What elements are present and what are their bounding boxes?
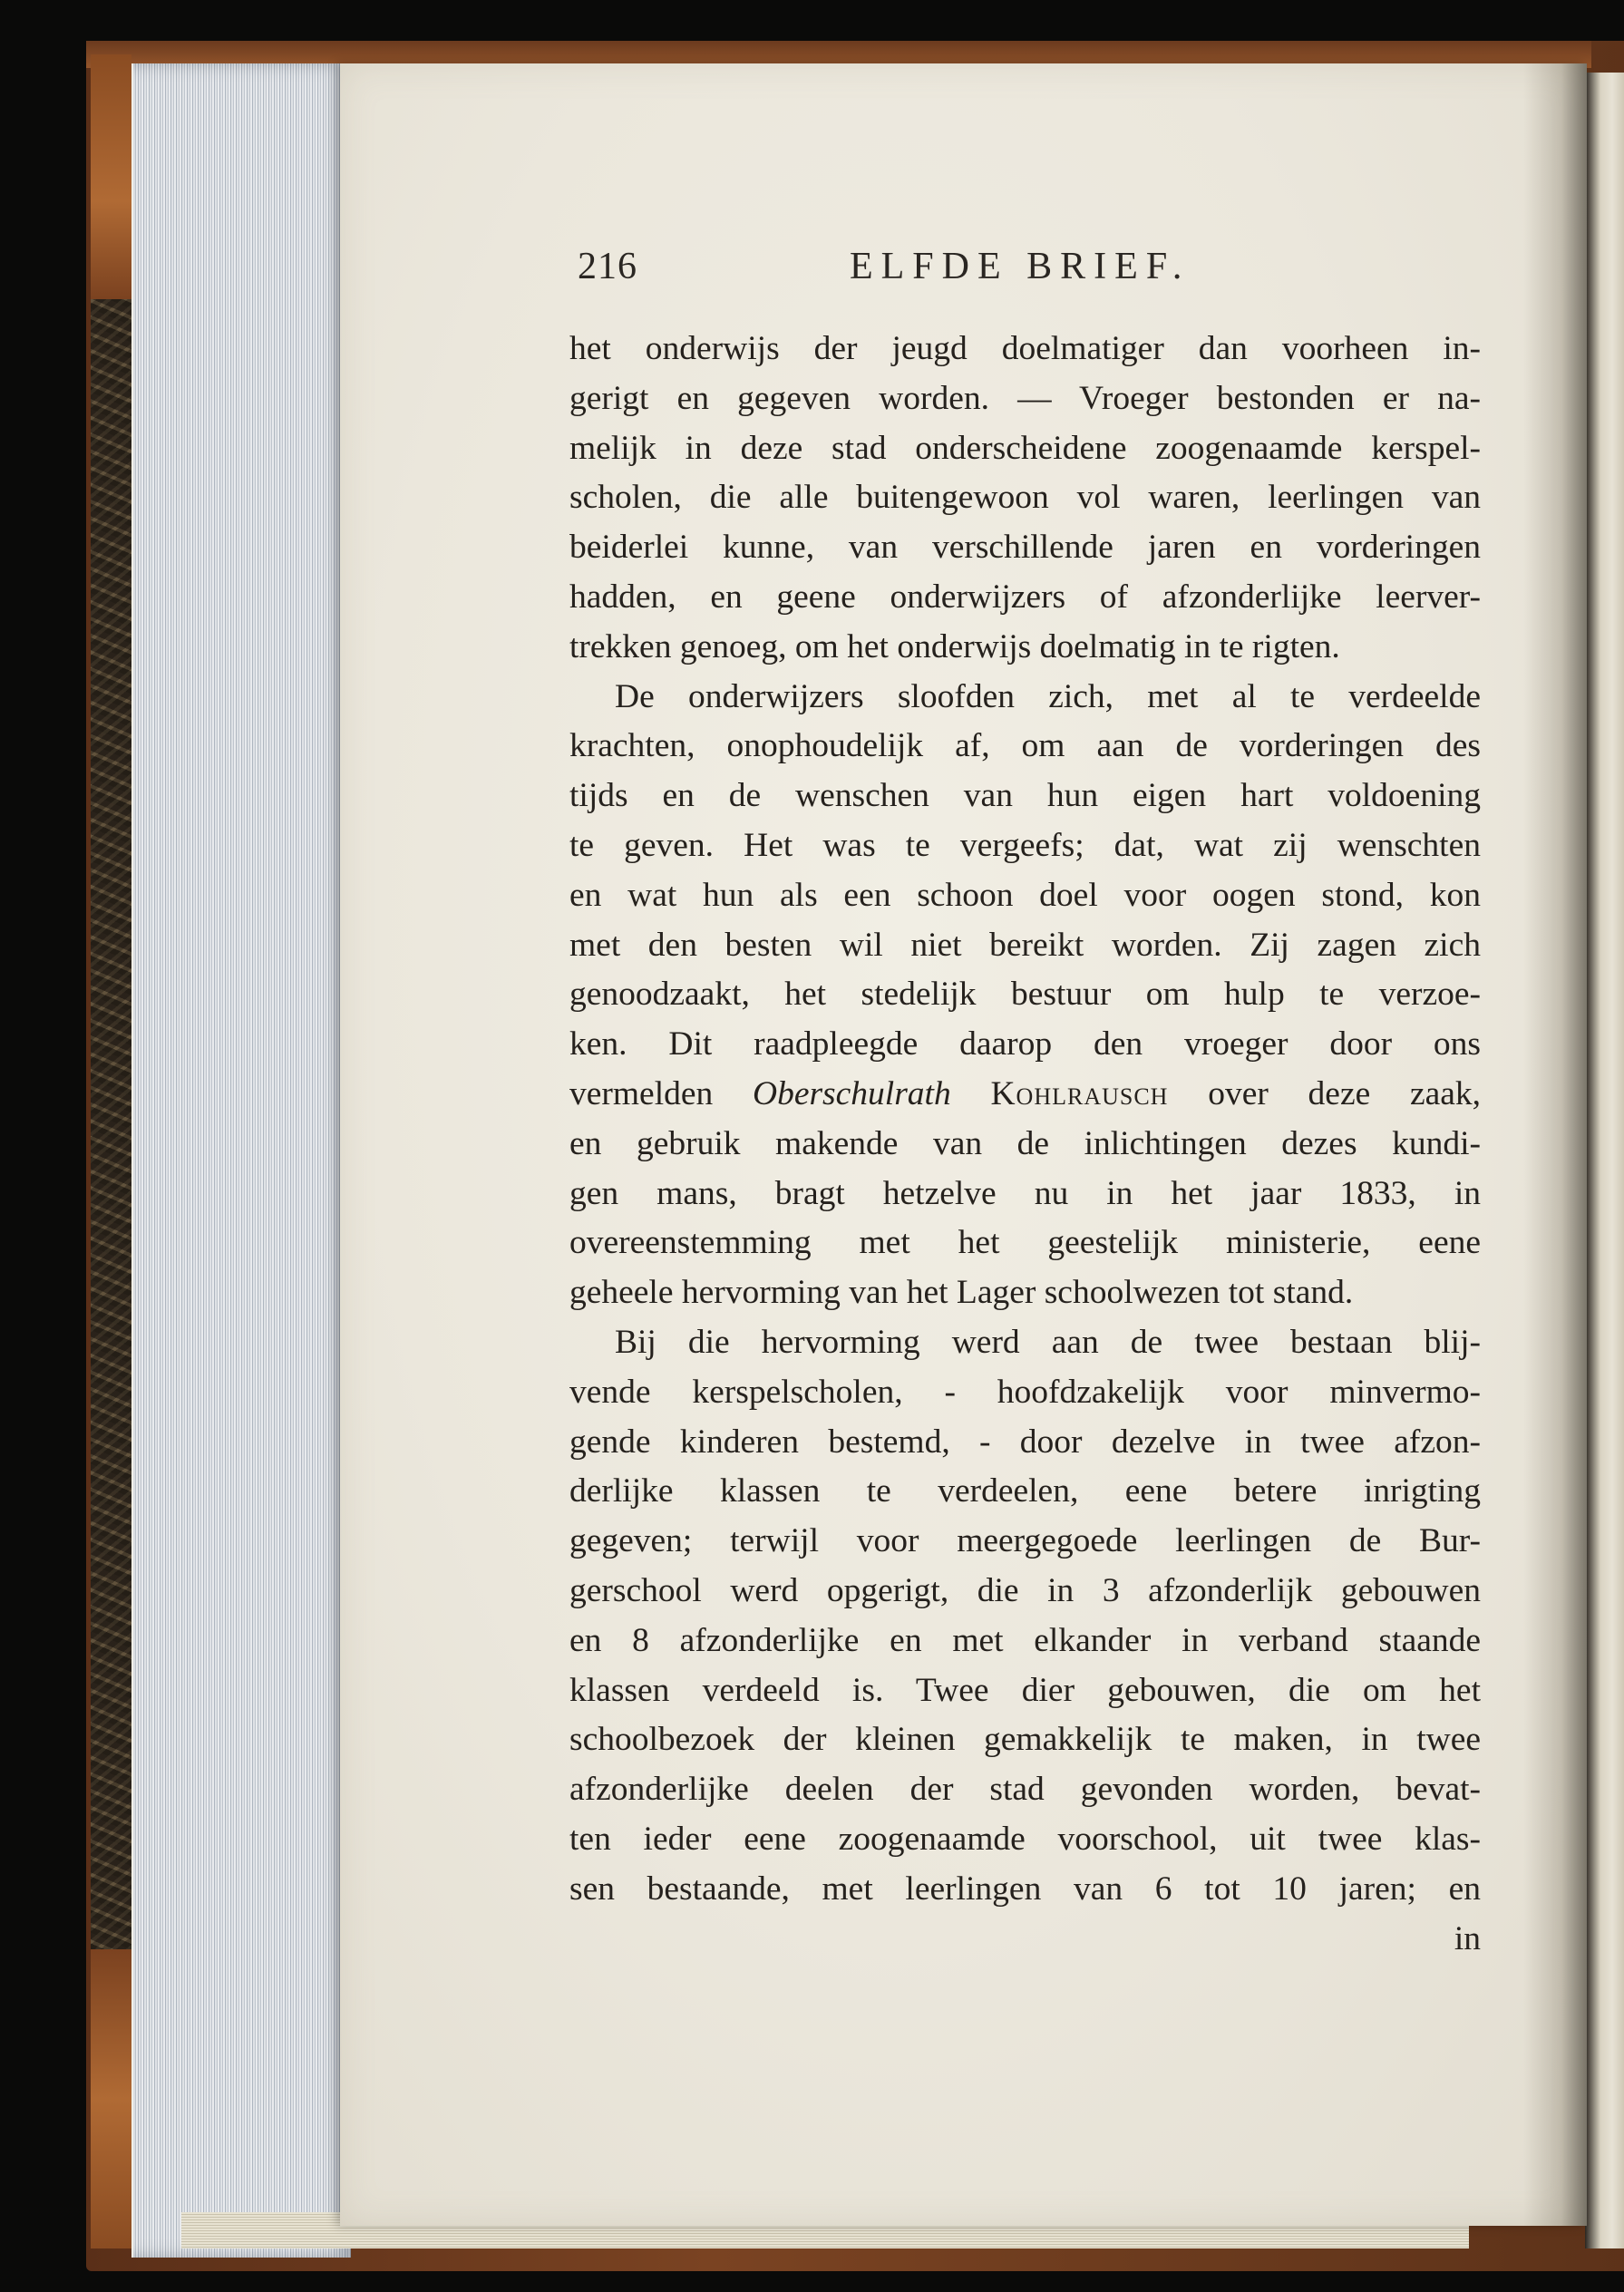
italic-term: Oberschulrath [752,1074,951,1112]
text-line: schoolbezoek der kleinen gemakkelijk te maken, in twee [569,1721,1481,1759]
page-stack-edge [131,63,351,2258]
text-line: genoodzaakt, het stedelijk bestuur om hulp te verzoe- [569,976,1481,1014]
text-line: ken. Dit raadpleegde daarop den vroeger door ons [569,1025,1481,1063]
page-number: 216 [578,246,637,287]
text-line: gegeven; terwijl voor meergegoede leerlingen de Bur- [569,1522,1481,1560]
text-segment [951,1075,991,1112]
running-head: ELFDE BRIEF. [850,246,1191,287]
catchword: in [1454,1919,1481,1957]
text-line: overeenstemming met het geestelijk ministerie, eene [569,1224,1481,1262]
facing-page-sliver [1585,73,1624,2248]
text-line: melijk in deze stad onderscheidene zoogenaamde kerspel- [569,429,1481,467]
text-line: gerschool werd opgerigt, die in 3 afzonderlijk gebouwen [569,1571,1481,1609]
leather-spine-bottom [91,1949,131,2248]
text-line: derlijke klassen te verdeelen, eene betere inrigting [569,1472,1481,1510]
text-line: ten ieder eene zoogenaamde voorschool, uit twee klas- [569,1820,1481,1858]
text-line: gende kinderen bestemd, - door dezelve in twee afzon- [569,1423,1481,1461]
smallcaps-name: Kohlrausch [990,1074,1169,1112]
text-line: scholen, die alle buitengewoon vol waren, leerlingen van [569,479,1481,517]
text-line: klassen verdeeld is. Twee dier gebouwen, die om het [569,1671,1481,1709]
text-line: geheele hervorming van het Lager schoolwezen tot stand. [569,1274,1354,1312]
text-line: met den besten wil niet bereikt worden. Zij zagen zich [569,926,1481,964]
text-line: en gebruik makende van de inlichtingen dezes kundi- [569,1124,1481,1162]
text-line: Bij die hervorming werd aan de twee bestaan blij- [615,1323,1481,1361]
text-segment: vermelden [569,1074,753,1112]
text-line: tijds en de wenschen van hun eigen hart voldoening [569,777,1481,815]
text-line: sen bestaande, met leerlingen van 6 tot 10 jaren; en [569,1870,1481,1908]
text-line: De onderwijzers sloofden zich, met al te verdeelde [615,677,1481,715]
text-segment: over deze zaak, [1168,1074,1482,1112]
text-line: en 8 afzonderlijke en met elkander in verband staande [569,1621,1481,1659]
marbled-board [91,299,131,1949]
gutter-shadow [1523,63,1587,2226]
text-line: afzonderlijke deelen der stad gevonden worden, bevat- [569,1771,1481,1809]
text-line: gen mans, bragt hetzelve nu in het jaar 1833, in [569,1174,1481,1212]
body-text [569,325,1481,1964]
text-line: gerigt en gegeven worden. — Vroeger bestonden er na- [569,379,1481,417]
text-line: het onderwijs der jeugd doelmatiger dan voorheen in- [569,330,1481,367]
page-header [578,245,1230,299]
leather-spine-top [91,54,131,299]
text-line: trekken genoeg, om het onderwijs doelmatig in te rigten. [569,627,1340,665]
text-line: beiderlei kunne, van verschillende jaren en vorderingen [569,529,1481,567]
text-line: hadden, en geene onderwijzers of afzonderlijke leerver- [569,578,1481,616]
text-line-mixed [569,1070,1481,1120]
text-line: krachten, onophoudelijk af, om aan de vorderingen des [569,727,1481,765]
text-line: te geven. Het was te vergeefs; dat, wat zij wenschten [569,826,1481,864]
text-line: vende kerspelscholen, - hoofdzakelijk voor minvermo- [569,1373,1481,1411]
text-line: en wat hun als een schoon doel voor oogen stond, kon [569,876,1481,914]
